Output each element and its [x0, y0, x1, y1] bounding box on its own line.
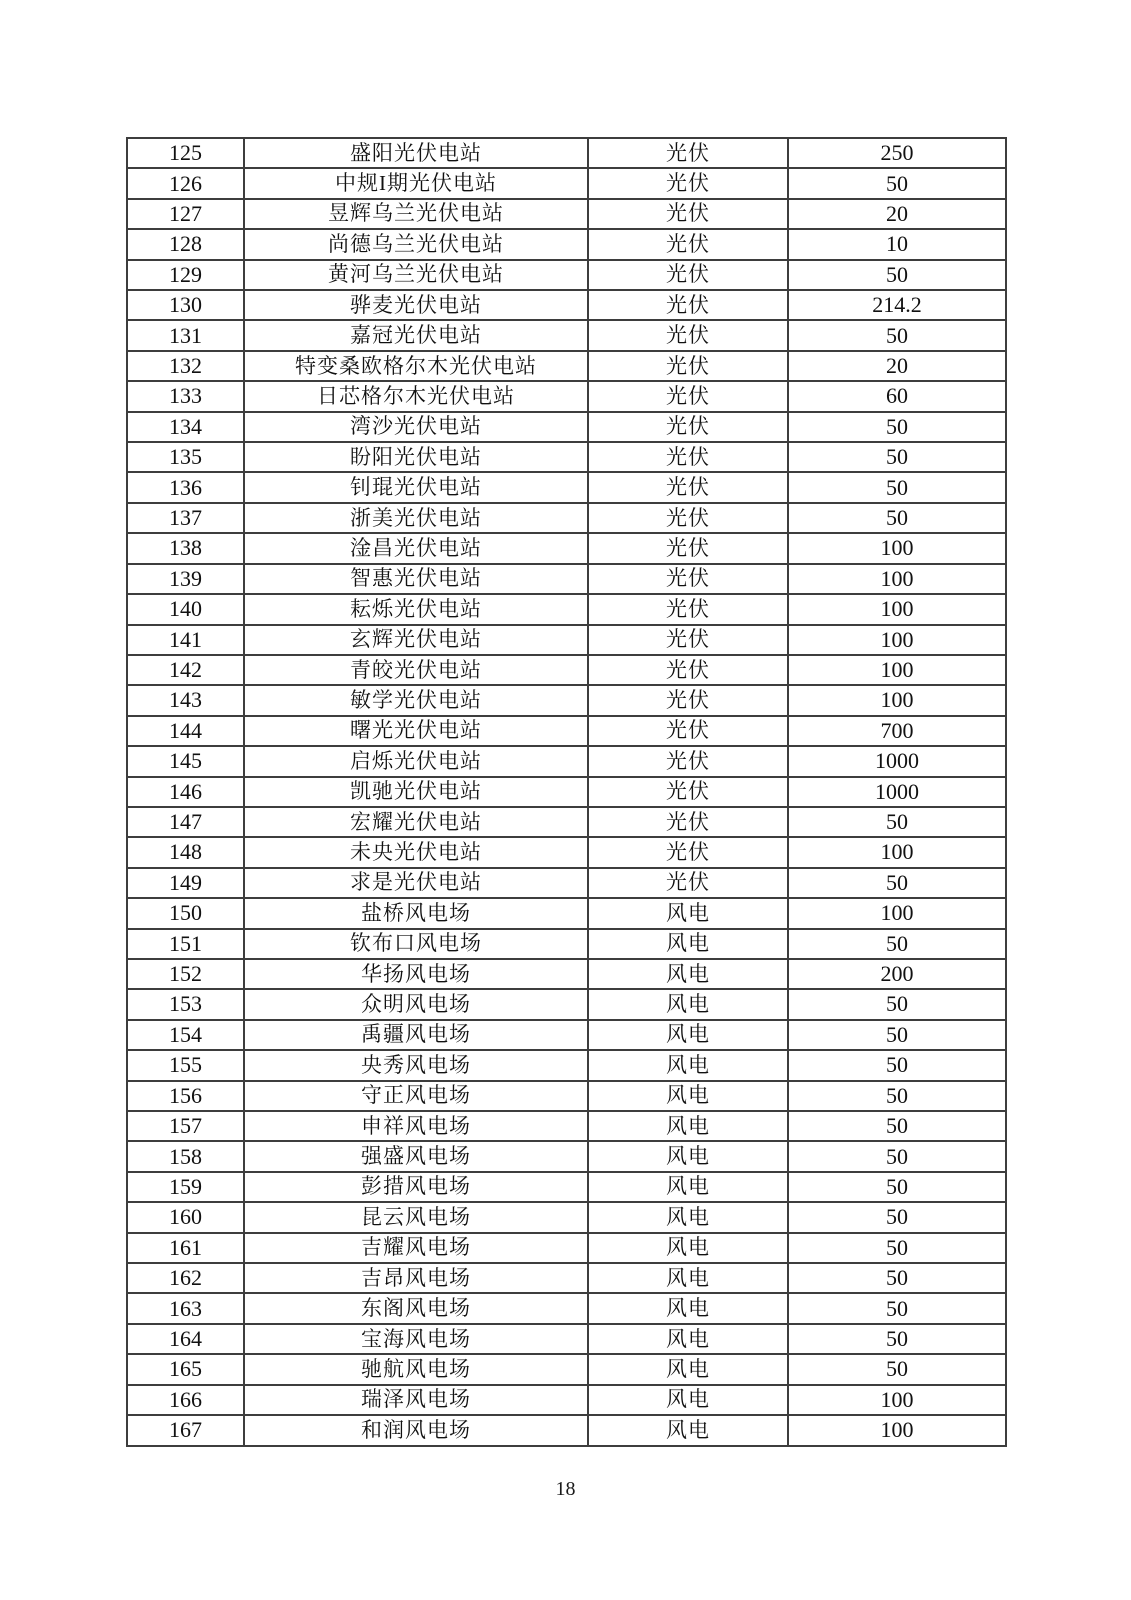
cell-capacity: 1000: [788, 746, 1006, 776]
cell-name: 瑞泽风电场: [244, 1385, 588, 1415]
cell-name: 钊琨光伏电站: [244, 472, 588, 502]
cell-index: 165: [127, 1354, 244, 1384]
table-row: [127, 199, 1006, 229]
cell-name: 特变桑欧格尔木光伏电站: [244, 351, 588, 381]
cell-name: 中规I期光伏电站: [244, 168, 588, 198]
cell-index: 149: [127, 868, 244, 898]
table-row: [127, 1415, 1006, 1446]
table-row: [127, 594, 1006, 624]
cell-capacity: 50: [788, 412, 1006, 442]
cell-capacity: 100: [788, 564, 1006, 594]
cell-index: 158: [127, 1141, 244, 1171]
table-row: [127, 1050, 1006, 1080]
table-row: [127, 746, 1006, 776]
cell-capacity: 50: [788, 1293, 1006, 1323]
cell-type: 光伏: [588, 777, 788, 807]
cell-capacity: 50: [788, 1141, 1006, 1171]
cell-index: 167: [127, 1415, 244, 1446]
cell-capacity: 100: [788, 837, 1006, 867]
cell-name: 彭措风电场: [244, 1172, 588, 1202]
cell-capacity: 50: [788, 1172, 1006, 1202]
cell-capacity: 100: [788, 1415, 1006, 1446]
cell-name: 禹疆风电场: [244, 1020, 588, 1050]
cell-type: 风电: [588, 1050, 788, 1080]
table-row: [127, 412, 1006, 442]
table-row: [127, 472, 1006, 502]
table-row: [127, 989, 1006, 1019]
cell-name: 智惠光伏电站: [244, 564, 588, 594]
cell-capacity: 100: [788, 1385, 1006, 1415]
cell-type: 风电: [588, 1111, 788, 1141]
cell-capacity: 20: [788, 351, 1006, 381]
cell-type: 风电: [588, 989, 788, 1019]
cell-capacity: 100: [788, 533, 1006, 563]
table-row: [127, 898, 1006, 928]
cell-type: 风电: [588, 1385, 788, 1415]
cell-name: 湾沙光伏电站: [244, 412, 588, 442]
table-row: [127, 503, 1006, 533]
cell-index: 151: [127, 929, 244, 959]
cell-index: 144: [127, 716, 244, 746]
table-row: [127, 685, 1006, 715]
cell-capacity: 20: [788, 199, 1006, 229]
cell-index: 154: [127, 1020, 244, 1050]
table-row: [127, 837, 1006, 867]
table-row: [127, 1293, 1006, 1323]
cell-index: 141: [127, 625, 244, 655]
cell-name: 守正风电场: [244, 1081, 588, 1111]
cell-type: 风电: [588, 1172, 788, 1202]
cell-type: 风电: [588, 1415, 788, 1446]
cell-type: 光伏: [588, 837, 788, 867]
cell-index: 136: [127, 472, 244, 502]
table-row: [127, 1263, 1006, 1293]
cell-index: 131: [127, 320, 244, 350]
cell-index: 135: [127, 442, 244, 472]
cell-name: 宏耀光伏电站: [244, 807, 588, 837]
cell-type: 光伏: [588, 320, 788, 350]
cell-type: 光伏: [588, 229, 788, 259]
cell-name: 昆云风电场: [244, 1202, 588, 1232]
table-row: [127, 807, 1006, 837]
cell-capacity: 50: [788, 168, 1006, 198]
cell-type: 风电: [588, 898, 788, 928]
table-row: [127, 1385, 1006, 1415]
table-row: [127, 929, 1006, 959]
cell-capacity: 50: [788, 320, 1006, 350]
page-number: 18: [555, 1478, 576, 1500]
table-row: [127, 1172, 1006, 1202]
cell-type: 光伏: [588, 807, 788, 837]
cell-type: 风电: [588, 1202, 788, 1232]
cell-index: 153: [127, 989, 244, 1019]
cell-index: 161: [127, 1233, 244, 1263]
cell-type: 风电: [588, 959, 788, 989]
table-row: [127, 260, 1006, 290]
cell-capacity: 250: [788, 138, 1006, 168]
table-row: [127, 1324, 1006, 1354]
cell-name: 求是光伏电站: [244, 868, 588, 898]
cell-index: 162: [127, 1263, 244, 1293]
cell-name: 玄辉光伏电站: [244, 625, 588, 655]
cell-name: 青皎光伏电站: [244, 655, 588, 685]
cell-index: 155: [127, 1050, 244, 1080]
cell-type: 风电: [588, 1233, 788, 1263]
table-row: [127, 1111, 1006, 1141]
cell-type: 风电: [588, 1081, 788, 1111]
cell-name: 骅麦光伏电站: [244, 290, 588, 320]
cell-capacity: 100: [788, 898, 1006, 928]
cell-index: 140: [127, 594, 244, 624]
cell-index: 127: [127, 199, 244, 229]
cell-index: 137: [127, 503, 244, 533]
cell-name: 未央光伏电站: [244, 837, 588, 867]
cell-index: 166: [127, 1385, 244, 1415]
cell-name: 浙美光伏电站: [244, 503, 588, 533]
table-row: [127, 229, 1006, 259]
cell-capacity: 700: [788, 716, 1006, 746]
cell-capacity: 50: [788, 1081, 1006, 1111]
table-row: [127, 533, 1006, 563]
cell-type: 光伏: [588, 533, 788, 563]
cell-capacity: 50: [788, 1233, 1006, 1263]
table-row: [127, 381, 1006, 411]
cell-index: 160: [127, 1202, 244, 1232]
cell-type: 风电: [588, 1354, 788, 1384]
cell-name: 盐桥风电场: [244, 898, 588, 928]
cell-type: 风电: [588, 1324, 788, 1354]
cell-capacity: 100: [788, 625, 1006, 655]
cell-index: 128: [127, 229, 244, 259]
cell-type: 光伏: [588, 685, 788, 715]
cell-index: 143: [127, 685, 244, 715]
cell-type: 光伏: [588, 594, 788, 624]
cell-index: 142: [127, 655, 244, 685]
table-row: [127, 868, 1006, 898]
cell-capacity: 50: [788, 1020, 1006, 1050]
table-row: [127, 442, 1006, 472]
cell-index: 133: [127, 381, 244, 411]
cell-type: 风电: [588, 1141, 788, 1171]
cell-capacity: 50: [788, 989, 1006, 1019]
cell-type: 风电: [588, 929, 788, 959]
table-row: [127, 320, 1006, 350]
table-row: [127, 1081, 1006, 1111]
cell-capacity: 200: [788, 959, 1006, 989]
table-row: [127, 1354, 1006, 1384]
cell-type: 光伏: [588, 168, 788, 198]
cell-index: 145: [127, 746, 244, 776]
cell-name: 吉耀风电场: [244, 1233, 588, 1263]
table-row: [127, 1020, 1006, 1050]
cell-type: 光伏: [588, 564, 788, 594]
cell-type: 光伏: [588, 503, 788, 533]
cell-index: 163: [127, 1293, 244, 1323]
cell-type: 光伏: [588, 442, 788, 472]
cell-capacity: 50: [788, 503, 1006, 533]
cell-index: 138: [127, 533, 244, 563]
cell-capacity: 50: [788, 1324, 1006, 1354]
cell-capacity: 50: [788, 1354, 1006, 1384]
cell-type: 光伏: [588, 199, 788, 229]
cell-name: 日芯格尔木光伏电站: [244, 381, 588, 411]
cell-index: 164: [127, 1324, 244, 1354]
cell-name: 耘烁光伏电站: [244, 594, 588, 624]
cell-type: 光伏: [588, 472, 788, 502]
cell-name: 钦布口风电场: [244, 929, 588, 959]
cell-capacity: 50: [788, 807, 1006, 837]
cell-capacity: 50: [788, 442, 1006, 472]
cell-capacity: 100: [788, 655, 1006, 685]
cell-name: 嘉冠光伏电站: [244, 320, 588, 350]
cell-type: 光伏: [588, 746, 788, 776]
cell-index: 139: [127, 564, 244, 594]
cell-type: 光伏: [588, 868, 788, 898]
cell-name: 和润风电场: [244, 1415, 588, 1446]
cell-name: 申祥风电场: [244, 1111, 588, 1141]
cell-capacity: 50: [788, 1050, 1006, 1080]
cell-index: 125: [127, 138, 244, 168]
cell-name: 黄河乌兰光伏电站: [244, 260, 588, 290]
cell-capacity: 1000: [788, 777, 1006, 807]
cell-name: 驰航风电场: [244, 1354, 588, 1384]
cell-name: 华扬风电场: [244, 959, 588, 989]
cell-name: 敏学光伏电站: [244, 685, 588, 715]
cell-capacity: 50: [788, 1111, 1006, 1141]
cell-type: 风电: [588, 1020, 788, 1050]
cell-index: 130: [127, 290, 244, 320]
cell-name: 尚德乌兰光伏电站: [244, 229, 588, 259]
cell-type: 光伏: [588, 412, 788, 442]
cell-capacity: 50: [788, 868, 1006, 898]
cell-index: 148: [127, 837, 244, 867]
table-row: [127, 290, 1006, 320]
cell-type: 光伏: [588, 138, 788, 168]
cell-name: 东阁风电场: [244, 1293, 588, 1323]
cell-index: 134: [127, 412, 244, 442]
cell-name: 凯驰光伏电站: [244, 777, 588, 807]
cell-name: 强盛风电场: [244, 1141, 588, 1171]
table-row: [127, 138, 1006, 168]
cell-type: 光伏: [588, 655, 788, 685]
cell-type: 光伏: [588, 625, 788, 655]
cell-name: 盛阳光伏电站: [244, 138, 588, 168]
cell-name: 盼阳光伏电站: [244, 442, 588, 472]
table-row: [127, 1233, 1006, 1263]
cell-type: 光伏: [588, 290, 788, 320]
table-row: [127, 1141, 1006, 1171]
power-station-table: [126, 137, 1007, 1447]
cell-capacity: 50: [788, 472, 1006, 502]
cell-name: 宝海风电场: [244, 1324, 588, 1354]
cell-index: 150: [127, 898, 244, 928]
cell-index: 146: [127, 777, 244, 807]
cell-index: 147: [127, 807, 244, 837]
cell-capacity: 60: [788, 381, 1006, 411]
cell-type: 风电: [588, 1293, 788, 1323]
power-station-table-body: [127, 138, 1006, 1446]
cell-type: 光伏: [588, 716, 788, 746]
cell-capacity: 50: [788, 1202, 1006, 1232]
cell-capacity: 100: [788, 594, 1006, 624]
cell-capacity: 50: [788, 1263, 1006, 1293]
cell-name: 淦昌光伏电站: [244, 533, 588, 563]
cell-name: 昱辉乌兰光伏电站: [244, 199, 588, 229]
table-row: [127, 168, 1006, 198]
table-row: [127, 777, 1006, 807]
cell-index: 126: [127, 168, 244, 198]
table-row: [127, 351, 1006, 381]
table-row: [127, 655, 1006, 685]
cell-index: 156: [127, 1081, 244, 1111]
table-row: [127, 564, 1006, 594]
cell-index: 157: [127, 1111, 244, 1141]
cell-type: 光伏: [588, 381, 788, 411]
cell-capacity: 50: [788, 929, 1006, 959]
cell-capacity: 214.2: [788, 290, 1006, 320]
cell-capacity: 50: [788, 260, 1006, 290]
cell-capacity: 10: [788, 229, 1006, 259]
cell-type: 光伏: [588, 351, 788, 381]
cell-name: 吉昂风电场: [244, 1263, 588, 1293]
cell-index: 152: [127, 959, 244, 989]
table-row: [127, 716, 1006, 746]
table-row: [127, 959, 1006, 989]
cell-index: 129: [127, 260, 244, 290]
cell-name: 央秀风电场: [244, 1050, 588, 1080]
cell-index: 132: [127, 351, 244, 381]
table-row: [127, 1202, 1006, 1232]
cell-index: 159: [127, 1172, 244, 1202]
cell-name: 启烁光伏电站: [244, 746, 588, 776]
cell-type: 光伏: [588, 260, 788, 290]
cell-type: 风电: [588, 1263, 788, 1293]
table-row: [127, 625, 1006, 655]
cell-name: 众明风电场: [244, 989, 588, 1019]
cell-capacity: 100: [788, 685, 1006, 715]
cell-name: 曙光光伏电站: [244, 716, 588, 746]
